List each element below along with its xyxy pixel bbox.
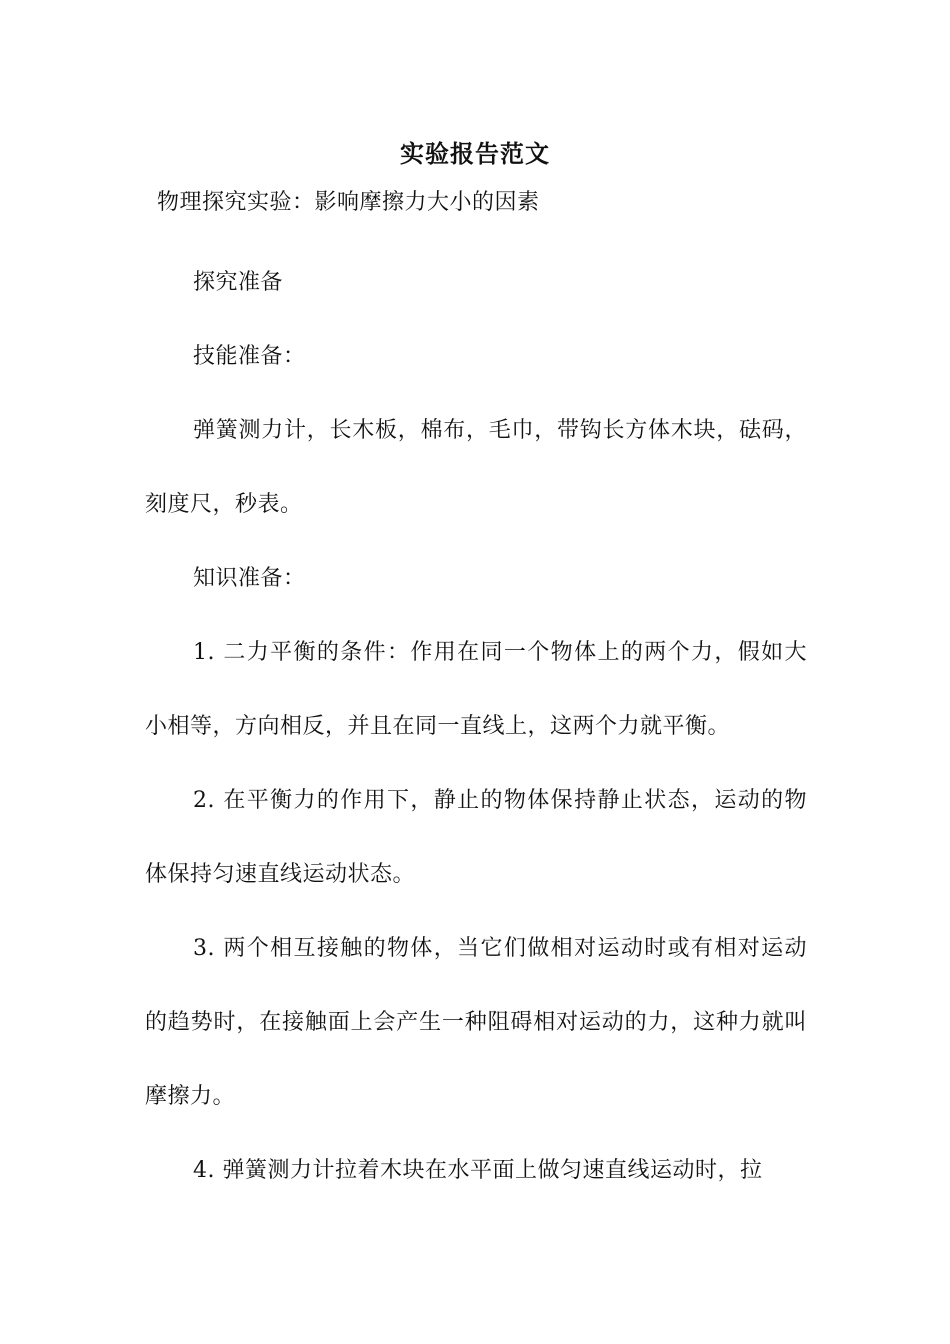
- paragraph-item-3: 3. 两个相互接触的物体，当它们做相对运动时或有相对运动的趋势时，在接触面上会产生一种阻碍相对运动的力，这种力就叫摩擦力。: [145, 936, 807, 1109]
- paragraph-equipment: 弹簧测力计，长木板，棉布，毛巾，带钩长方体木块，砝码，刻度尺，秒表。: [145, 418, 807, 517]
- document-subtitle: 物理探究实验：影响摩擦力大小的因素: [157, 190, 540, 215]
- paragraph-item-4: 4. 弹簧测力计拉着木块在水平面上做匀速直线运动时，拉: [193, 1158, 763, 1183]
- paragraph-item-2: 2. 在平衡力的作用下，静止的物体保持静止状态，运动的物体保持匀速直线运动状态。: [145, 788, 807, 887]
- paragraph-skill-prep: 技能准备：: [193, 344, 306, 369]
- document-body: [145, 246, 807, 1208]
- document-title: 实验报告范文: [400, 139, 550, 168]
- paragraph-knowledge-prep: 知识准备：: [193, 566, 306, 591]
- paragraph-item-1: 1. 二力平衡的条件：作用在同一个物体上的两个力，假如大小相等，方向相反，并且在同一直线上，这两个力就平衡。: [145, 640, 807, 739]
- paragraph-section-heading: 探究准备: [193, 270, 284, 295]
